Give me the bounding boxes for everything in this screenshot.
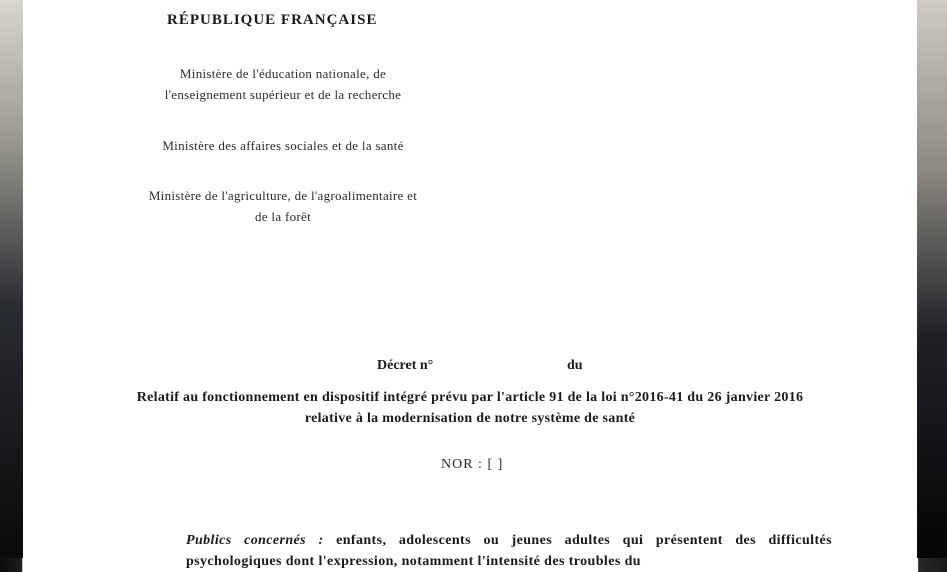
nor-reference: NOR : [ ] — [441, 457, 504, 472]
public-concerned-paragraph — [186, 530, 832, 572]
public-text: enfants, adolescents ou jeunes adultes qui présentent des difficultés psychologiques dont l'expression, notamment l'intensité des troubles du — [186, 533, 832, 569]
ministry-social-affairs: Ministère des affaires sociales et de la santé — [162, 138, 404, 153]
background-left — [0, 0, 23, 558]
ministry-agriculture: Ministère de l'agriculture, de l'agroalimentaire et de la forêt — [148, 188, 418, 224]
ministry-education: Ministère de l'éducation nationale, de l'enseignement supérieur et de la recherche — [164, 66, 402, 102]
decree-title: Relatif au fonctionnement en dispositif intégré prévu par l'article 91 de la loi n°2016-41 du 26 janvier 2016 relative à la modernisation de notre système de santé — [136, 390, 804, 426]
document-page — [23, 0, 917, 569]
background-right — [917, 0, 947, 558]
decree-date-label: du — [567, 358, 583, 373]
decree-label: Décret n° — [377, 358, 434, 373]
republic-heading: RÉPUBLIQUE FRANÇAISE — [167, 12, 378, 28]
public-label: Publics concernés : — [186, 533, 324, 548]
